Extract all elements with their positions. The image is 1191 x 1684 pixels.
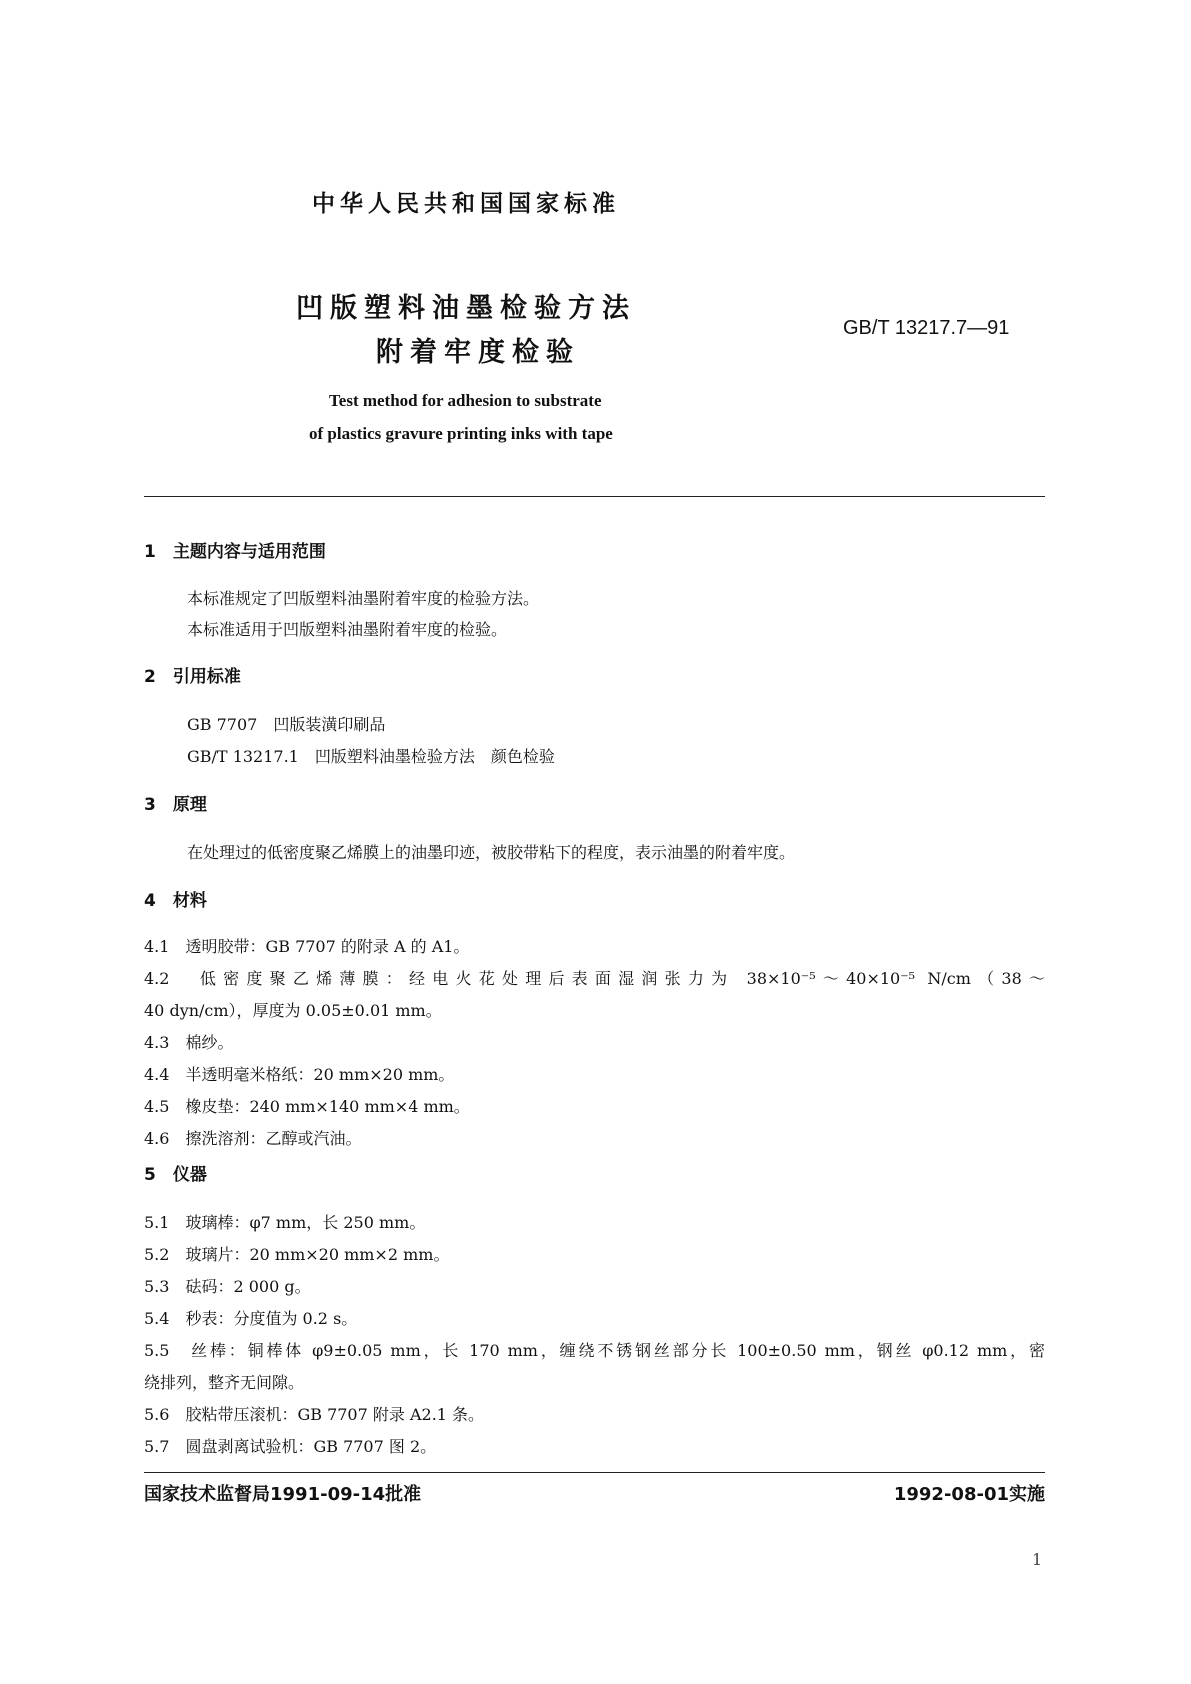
paragraph-line: 绕排列，整齐无间隙。: [144, 1373, 305, 1392]
section-heading: 1 主题内容与适用范围: [144, 542, 326, 562]
standard-code: GB/T 13217.7—91: [843, 317, 1010, 339]
paragraph-line: 本标准规定了凹版塑料油墨附着牢度的检验方法。: [187, 589, 540, 608]
paragraph-line: 5.6 胶粘带压滚机：GB 7707 附录 A2.1 条。: [144, 1405, 485, 1424]
paragraph-line: 4.5 橡皮垫：240 mm×140 mm×4 mm。: [144, 1097, 470, 1116]
paragraph-line: GB 7707 凹版装潢印刷品: [187, 715, 386, 734]
paragraph-line: 5.7 圆盘剥离试验机：GB 7707 图 2。: [144, 1437, 437, 1456]
english-title-line-2: of plastics gravure printing inks with tape: [309, 424, 613, 443]
national-standard-heading: 中华人民共和国国家标准: [312, 191, 620, 217]
paragraph-line: 4.3 棉纱。: [144, 1033, 234, 1052]
paragraph-line: GB/T 13217.1 凹版塑料油墨检验方法 颜色检验: [187, 747, 555, 766]
paragraph-line: 4.4 半透明毫米格纸：20 mm×20 mm。: [144, 1065, 455, 1084]
paragraph-line: 4.2 低密度聚乙烯薄膜：经电火花处理后表面湿润张力为 38×10⁻⁵～40×10⁻⁵ N/cm（38～: [144, 969, 1045, 988]
paragraph-line: 4.1 透明胶带：GB 7707 的附录 A 的 A1。: [144, 937, 470, 956]
page-number: 1: [1032, 1550, 1043, 1569]
paragraph-line: 在处理过的低密度聚乙烯膜上的油墨印迹，被胶带粘下的程度，表示油墨的附着牢度。: [187, 843, 796, 862]
paragraph-line: 40 dyn/cm），厚度为 0.05±0.01 mm。: [144, 1001, 442, 1020]
paragraph-line: 5.2 玻璃片：20 mm×20 mm×2 mm。: [144, 1245, 450, 1264]
title-line-1: 凹版塑料油墨检验方法: [296, 293, 636, 324]
paragraph-line: 本标准适用于凹版塑料油墨附着牢度的检验。: [187, 620, 508, 639]
paragraph-line: 5.5 丝棒：铜棒体 φ9±0.05 mm，长 170 mm，缠绕不锈钢丝部分长 100±0.50 mm，钢丝 φ0.12 mm，密: [144, 1341, 1045, 1360]
footer-divider: [144, 1472, 1045, 1473]
effective-date: 1992-08-01实施: [893, 1484, 1045, 1505]
paragraph-line: 5.1 玻璃棒：φ7 mm，长 250 mm。: [144, 1213, 426, 1232]
section-heading: 2 引用标准: [144, 667, 241, 687]
section-heading: 5 仪器: [144, 1165, 207, 1185]
title-line-2: 附着牢度检验: [376, 337, 580, 368]
approval-date: 国家技术监督局1991-09-14批准: [144, 1484, 422, 1505]
header-divider: [144, 496, 1045, 497]
paragraph-line: 4.6 擦洗溶剂：乙醇或汽油。: [144, 1129, 362, 1148]
section-heading: 3 原理: [144, 795, 207, 815]
english-title-line-1: Test method for adhesion to substrate: [329, 391, 602, 410]
paragraph-line: 5.4 秒表：分度值为 0.2 s。: [144, 1309, 358, 1328]
section-heading: 4 材料: [144, 891, 207, 911]
paragraph-line: 5.3 砝码：2 000 g。: [144, 1277, 311, 1296]
